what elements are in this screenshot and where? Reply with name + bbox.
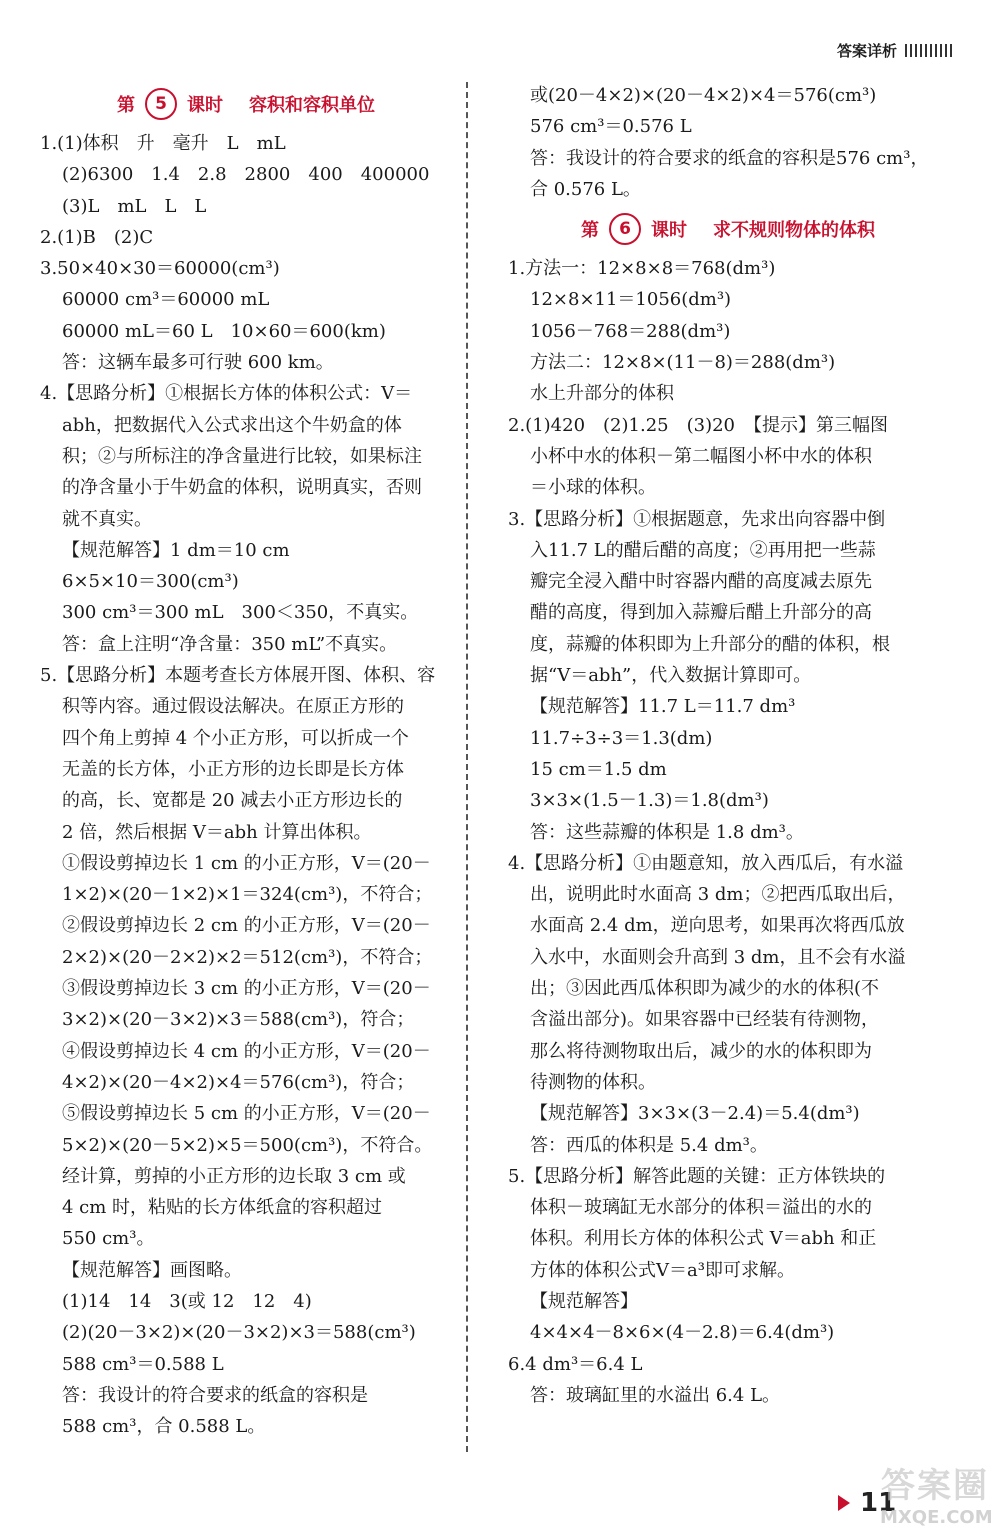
text-line: 60000 mL＝60 L 10×60＝600(km) (62, 320, 386, 342)
text-line: 答：我设计的符合要求的纸盒的容积是 (62, 1384, 368, 1406)
text-line: 5.【思路分析】解答此题的关键：正方体铁块的 (508, 1165, 886, 1187)
header-title: 答案详析 (836, 42, 897, 60)
text-line: (2)(20－3×2)×(20－3×2)×3＝588(cm³) (62, 1322, 416, 1344)
text-line: 待测物的体积。 (530, 1071, 656, 1093)
column-divider (466, 82, 468, 1452)
text-line: 答：这些蒜瓣的体积是 1.8 dm³。 (530, 821, 804, 843)
page-footer (838, 1488, 896, 1518)
text-line: 5×2)×(20－5×2)×5＝500(cm³)，不符合。 (62, 1134, 433, 1156)
text-line: 无盖的长方体，小正方形的边长即是长方体 (62, 758, 404, 780)
text-line: 入11.7 L的醋后醋的高度；②再用把一些蒜 (530, 539, 876, 561)
text-line: 水上升部分的体积 (530, 383, 674, 405)
text-line: 3×2)×(20－3×2)×3＝588(cm³)，符合； (62, 1009, 415, 1031)
text-line: 【规范解答】画图略。 (62, 1259, 242, 1281)
text-line: 体积。利用长方体的体积公式 V＝abh 和正 (530, 1228, 877, 1250)
text-line: 度，蒜瓣的体积即为上升部分的醋的体积，根 (530, 633, 890, 655)
right-column (508, 80, 948, 1411)
text-line: (3)L mL L L (62, 195, 207, 217)
text-line: 答：盒上注明“净含量：350 mL”不真实。 (62, 633, 398, 655)
text-line: 4.【思路分析】①由题意知，放入西瓜后，有水溢 (508, 852, 904, 874)
text-line: 答：这辆车最多可行驶 600 km。 (62, 352, 334, 374)
text-line: (1)14 14 3(或 12 12 4) (62, 1290, 312, 1312)
text-line: ③假设剪掉边长 3 cm 的小正方形，V＝(20－ (62, 978, 431, 1000)
watermark-url: MXQE.COM (880, 1507, 993, 1528)
page-number: 11 (860, 1488, 897, 1518)
text-line: 方体的体积公式V＝a³即可求解。 (530, 1259, 795, 1281)
right-answer-text (508, 253, 948, 1411)
text-line: 576 cm³＝0.576 L (530, 116, 692, 138)
text-line: 4.【思路分析】①根据长方体的体积公式：V＝ (40, 383, 413, 405)
text-line: 就不真实。 (62, 508, 152, 530)
text-line: 四个角上剪掉 4 个小正方形，可以折成一个 (62, 727, 409, 749)
text-line: 合 0.576 L。 (530, 178, 641, 200)
text-line: 4 cm 时，粘贴的长方体纸盒的容积超过 (62, 1197, 383, 1219)
text-line: 【规范解答】3×3×(3－2.4)＝5.4(dm³) (530, 1103, 860, 1125)
text-line: 或(20－4×2)×(20－4×2)×4＝576(cm³) (530, 85, 877, 106)
watermark-logo (880, 1458, 993, 1532)
text-line: 小杯中水的体积－第二幅图小杯中水的体积 (530, 445, 872, 467)
text-line: 2.(1)420 (2)1.25 (3)20 【提示】第三幅图 (508, 414, 889, 436)
text-line: 1.方法一：12×8×8＝768(dm³) (508, 258, 776, 280)
text-line: 方法二：12×8×(11－8)＝288(dm³) (530, 352, 836, 374)
right-top-answer-text (508, 80, 948, 205)
text-line: 1056－768＝288(dm³) (530, 320, 731, 342)
text-line: 2×2)×(20－2×2)×2＝512(cm³)，不符合； (62, 946, 433, 968)
lesson-prefix: 第 (117, 95, 135, 116)
text-line: 【规范解答】1 dm＝10 cm (62, 539, 290, 561)
text-line: 答：西瓜的体积是 5.4 dm³。 (530, 1134, 768, 1156)
lesson-5-heading (40, 80, 452, 128)
text-line: ④假设剪掉边长 4 cm 的小正方形，V＝(20－ (62, 1040, 431, 1062)
text-line: 2.(1)B (2)C (40, 226, 154, 248)
lesson-prefix: 第 (581, 220, 599, 242)
text-line: 据“V＝abh”，代入数据计算即可。 (530, 665, 812, 687)
text-line: 的高，长、宽都是 20 减去小正方形边长的 (62, 790, 403, 812)
left-column (40, 80, 452, 1442)
text-line: ⑤假设剪掉边长 5 cm 的小正方形，V＝(20－ (62, 1103, 431, 1125)
text-line: 瓣完全浸入醋中时容器内醋的高度减去原先 (530, 571, 872, 593)
text-line: 12×8×11＝1056(dm³) (530, 289, 732, 311)
text-line: 3×3×(1.5－1.3)＝1.8(dm³) (530, 790, 769, 812)
text-line: 体积－玻璃缸无水部分的体积＝溢出的水的 (530, 1197, 872, 1219)
text-line: abh，把数据代入公式求出这个牛奶盒的体 (62, 414, 402, 436)
text-line: 的净含量小于牛奶盒的体积，说明真实，否则 (62, 477, 422, 499)
text-line: 经计算，剪掉的小正方形的边长取 3 cm 或 (62, 1165, 406, 1187)
lesson-6-heading (508, 205, 948, 253)
text-line: (2)6300 1.4 2.8 2800 400 400000 (62, 164, 430, 186)
text-line: 60000 cm³＝60000 mL (62, 289, 270, 311)
lesson-suffix: 课时 (187, 95, 223, 116)
text-line: ①假设剪掉边长 1 cm 的小正方形，V＝(20－ (62, 852, 431, 874)
text-line: 水面高 2.4 dm，逆向思考，如果再次将西瓜放 (530, 915, 905, 937)
text-line: 入水中，水面则会升高到 3 dm，且不会有水溢 (530, 946, 906, 968)
text-line: 3.【思路分析】①根据题意，先求出向容器中倒 (508, 508, 886, 530)
header-bars-decoration (905, 44, 953, 57)
lesson-title: 求不规则物体的体积 (713, 220, 875, 242)
watermark-text: 答案圈 (881, 1466, 989, 1506)
text-line: 积等内容。通过假设法解决。在原正方形的 (62, 696, 404, 718)
lesson-suffix: 课时 (651, 220, 687, 242)
arrow-right-icon (838, 1495, 850, 1511)
text-line: 积；②与所标注的净含量进行比较，如果标注 (62, 445, 422, 467)
text-line: 588 cm³，合 0.588 L。 (62, 1416, 266, 1438)
text-line: 出，说明此时水面高 3 dm；②把西瓜取出后， (530, 884, 906, 906)
text-line: 醋的高度，得到加入蒜瓣后醋上升部分的高 (530, 602, 872, 624)
text-line: 300 cm³＝300 mL 300＜350，不真实。 (62, 602, 419, 624)
text-line: 2 倍，然后根据 V＝abh 计算出体积。 (62, 821, 372, 843)
text-line: 含溢出部分)。如果容器中已经装有待测物， (530, 1009, 880, 1031)
text-line: 11.7÷3÷3＝1.3(dm) (530, 727, 713, 749)
text-line: 6×5×10＝300(cm³) (62, 571, 239, 593)
text-line: 答：玻璃缸里的水溢出 6.4 L。 (530, 1384, 781, 1406)
text-line: 那么将待测物取出后，减少的水的体积即为 (530, 1040, 872, 1062)
text-line: ②假设剪掉边长 2 cm 的小正方形，V＝(20－ (62, 915, 431, 937)
text-line: 1×2)×(20－1×2)×1＝324(cm³)，不符合； (62, 884, 433, 906)
left-answer-text (40, 128, 452, 1442)
text-line: 【规范解答】11.7 L＝11.7 dm³ (530, 696, 796, 718)
text-line: 【规范解答】 (530, 1290, 638, 1312)
lesson-title: 容积和容积单位 (249, 95, 375, 116)
lesson-number-badge: 6 (609, 213, 641, 245)
text-line: 588 cm³＝0.588 L (62, 1353, 224, 1375)
text-line: ＝小球的体积。 (530, 477, 656, 499)
text-line: 5.【思路分析】本题考查长方体展开图、体积、容 (40, 665, 436, 687)
text-line: 4×4×4－8×6×(4－2.8)＝6.4(dm³) (530, 1322, 835, 1344)
text-line: 答：我设计的符合要求的纸盒的容积是576 cm³， (530, 147, 929, 169)
text-line: 6.4 dm³＝6.4 L (508, 1353, 643, 1375)
text-line: 15 cm＝1.5 dm (530, 758, 667, 780)
lesson-number-badge: 5 (145, 88, 177, 120)
text-line: 3.50×40×30＝60000(cm³) (40, 258, 280, 280)
text-line: 1.(1)体积 升 毫升 L mL (40, 133, 286, 154)
text-line: 550 cm³。 (62, 1228, 155, 1250)
text-line: 出；③因此西瓜体积即为减少的水的体积(不 (530, 978, 880, 1000)
text-line: 4×2)×(20－4×2)×4＝576(cm³)，符合； (62, 1071, 415, 1093)
page-header (837, 40, 953, 61)
